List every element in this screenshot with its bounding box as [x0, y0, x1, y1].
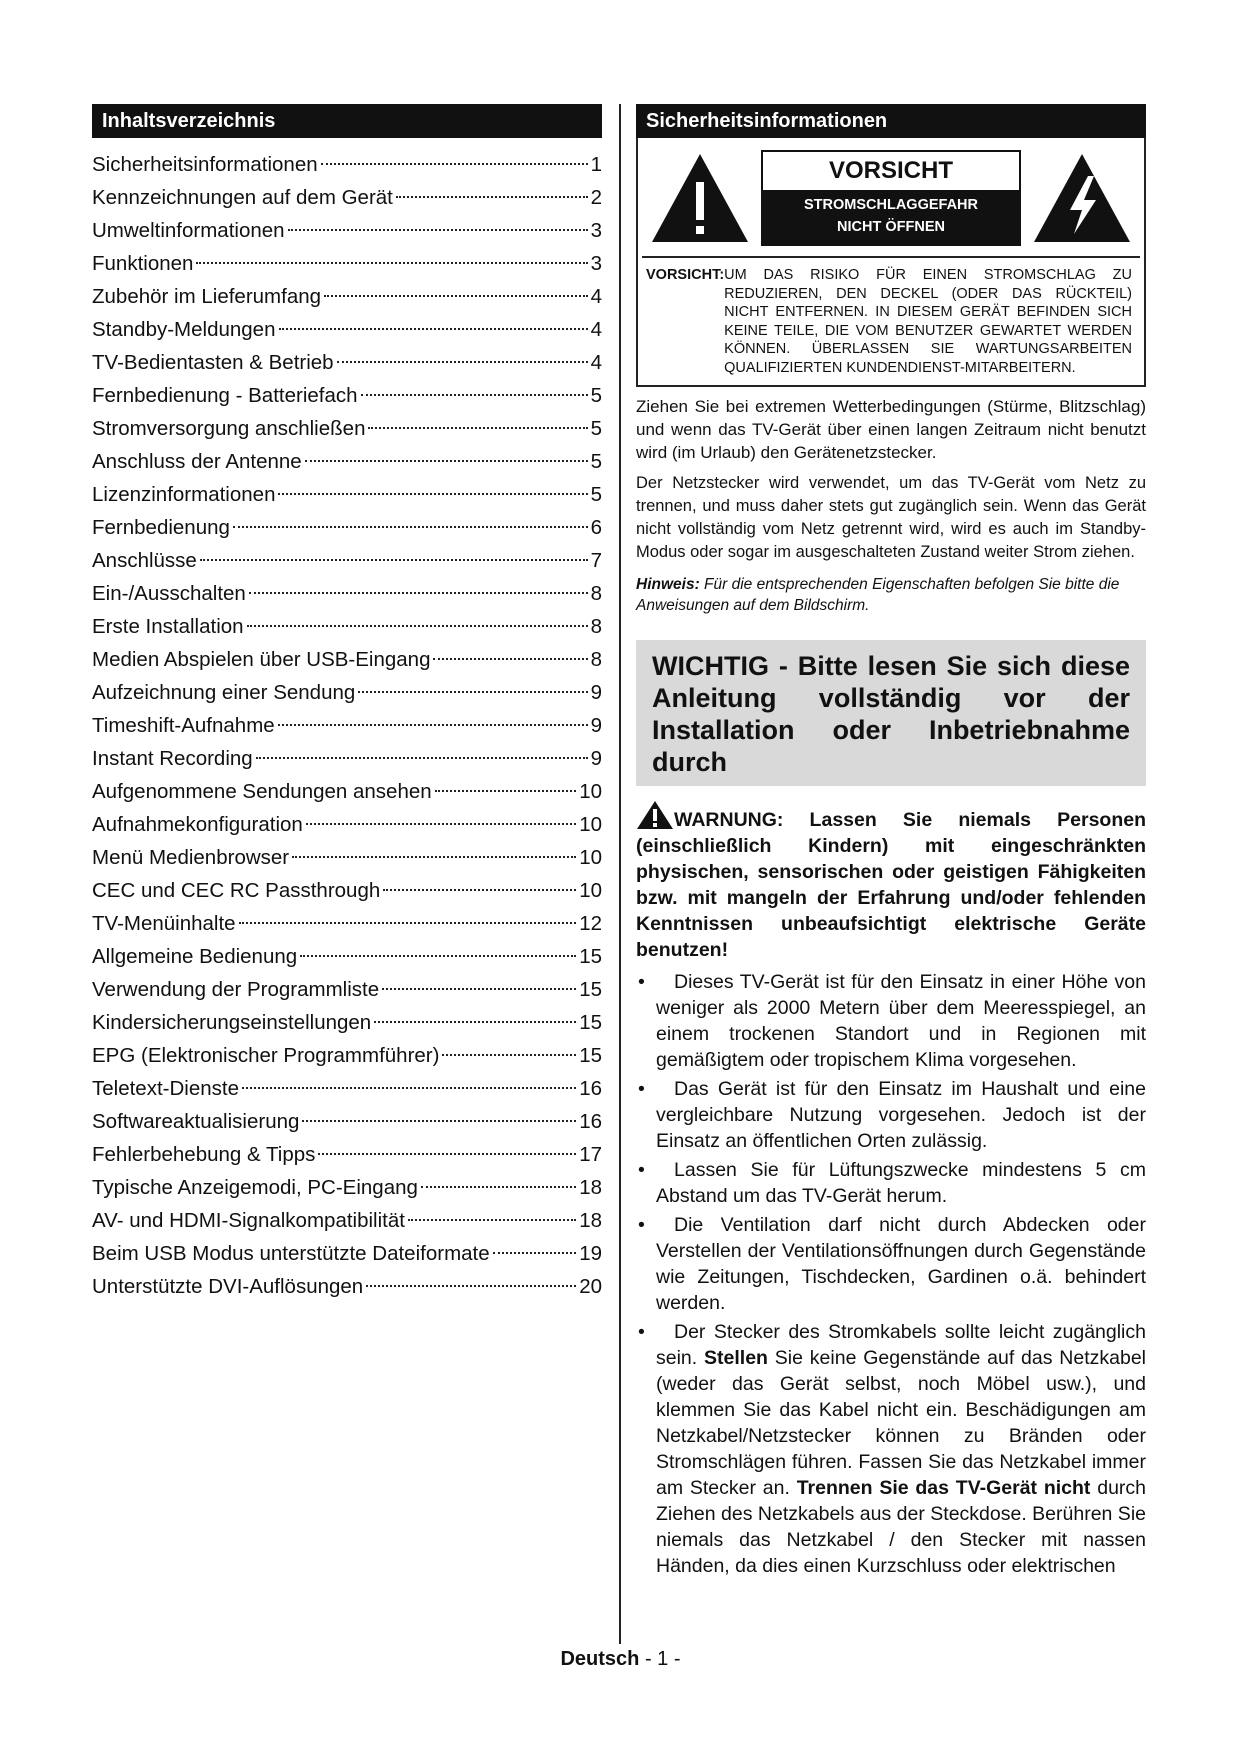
- toc-leader-dots: [302, 1120, 576, 1122]
- bullet-text: Lassen Sie für Lüftungszwecke mindestens 5 cm Abstand um das TV-Gerät herum.: [656, 1159, 1146, 1207]
- bullet-mark: •: [638, 1214, 645, 1236]
- toc-entry-title: Medien Abspielen über USB-Eingang: [92, 648, 431, 671]
- toc-entry-title: Ein-/Ausschalten: [92, 582, 246, 605]
- toc-leader-dots: [279, 328, 588, 330]
- toc-entry-title: Aufzeichnung einer Sendung: [92, 681, 356, 704]
- toc-entry-title: TV-Bedientasten & Betrieb: [92, 351, 334, 374]
- caution-text-body: UM DAS RISIKO FÜR EINEN STROMSCHLAG ZU REDUZIEREN, DEN DECKEL (ODER DAS RÜCKTEIL) NICHT ENTFERNEN. IN DIESEM GERÄT BEFINDEN SICH KEINE TEILE, DIE VOM BENUTZER GEWARTET WERDEN KÖNNEN. ÜBERLASSEN SIE WARTUNGSARBEITEN QUALIFIZIERTEN KUNDENDIENST-MITARBEITERN.: [724, 267, 1132, 376]
- bullet-bold-text: Stellen: [704, 1347, 768, 1369]
- toc-entry-title: Aufgenommene Sendungen ansehen: [92, 780, 432, 803]
- toc-entry-page: 8: [590, 582, 602, 605]
- toc-entry-page: 16: [579, 1110, 602, 1133]
- safety-bullets: [636, 969, 1146, 1579]
- toc-entry[interactable]: [92, 874, 602, 907]
- toc-entry-title: Kennzeichnungen auf dem Gerät: [92, 186, 393, 209]
- toc-entry-page: 15: [579, 1011, 602, 1034]
- toc-entry[interactable]: [92, 1270, 602, 1303]
- toc-entry-title: CEC und CEC RC Passthrough: [92, 879, 381, 902]
- toc-entry-page: 4: [590, 318, 602, 341]
- list-item: [636, 969, 1146, 1073]
- toc-column: [92, 104, 602, 1303]
- column-divider: [619, 104, 621, 1644]
- toc-leader-dots: [382, 988, 576, 990]
- toc-entry[interactable]: [92, 478, 602, 511]
- toc-leader-dots: [306, 823, 576, 825]
- bullet-text: durch Ziehen des Netzkabels aus der Steckdose. Berühren Sie niemals das Netzkabel / den Stecker mit nassen Händen, da dies einen Kurzschluss oder elektrischen: [656, 1477, 1147, 1577]
- warning-text: WARNUNG: Lassen Sie niemals Personen (einschließlich Kindern) mit eingeschränkten physischen, sensorischen oder geistigen Fähigkeiten bzw. mit mangeln der Erfahrung und/oder fehlenden Kenntnissen unbeaufsichtigt elektrische Geräte benutzen!: [636, 809, 1146, 961]
- toc-leader-dots: [358, 691, 587, 693]
- bullet-text: Der Stecker des Stromkabels sollte leicht zugänglich sein.: [656, 1321, 1146, 1369]
- list-item: [636, 1212, 1146, 1316]
- safety-column: [636, 104, 1146, 1579]
- caution-label-panel: [761, 150, 1021, 246]
- exclamation-warning-icon: [648, 150, 752, 246]
- toc-entry-title: Fernbedienung: [92, 516, 230, 539]
- toc-entry-title: Menü Medienbrowser: [92, 846, 290, 869]
- toc-entry[interactable]: [92, 1138, 602, 1171]
- toc-entry[interactable]: [92, 544, 602, 577]
- toc-entry[interactable]: [92, 1006, 602, 1039]
- bullet-mark: •: [638, 1159, 645, 1181]
- toc-entry[interactable]: [92, 907, 602, 940]
- toc-entry-page: 5: [590, 483, 602, 506]
- toc-entry-page: 10: [579, 879, 602, 902]
- footer-language: Deutsch: [560, 1648, 640, 1670]
- toc-leader-dots: [368, 427, 587, 429]
- toc-entry-page: 3: [590, 219, 602, 242]
- toc-leader-dots: [433, 658, 587, 660]
- toc-leader-dots: [242, 1087, 576, 1089]
- caution-title: VORSICHT: [763, 152, 1019, 190]
- toc-entry-title: Teletext-Dienste: [92, 1077, 239, 1100]
- toc-leader-dots: [256, 757, 588, 759]
- toc-leader-dots: [435, 790, 577, 792]
- list-item: [636, 1157, 1146, 1209]
- toc-entry-page: 7: [590, 549, 602, 572]
- toc-entry-title: Sicherheitsinformationen: [92, 153, 318, 176]
- bullet-mark: •: [638, 1078, 645, 1100]
- list-item: [636, 1319, 1146, 1579]
- toc-entry[interactable]: [92, 577, 602, 610]
- toc-leader-dots: [396, 196, 588, 198]
- toc-entry[interactable]: [92, 1072, 602, 1105]
- list-item: [636, 1076, 1146, 1154]
- toc-leader-dots: [337, 361, 588, 363]
- toc-entry-title: Zubehör im Lieferumfang: [92, 285, 322, 308]
- hinweis-label: Hinweis:: [636, 576, 700, 593]
- toc-leader-dots: [421, 1186, 576, 1188]
- bullet-text: Die Ventilation darf nicht durch Abdecken oder Verstellen der Ventilationsöffnungen durch Gegenstände wie Zeitungen, Tischdecken, Gardinen o.ä. behindert werden.: [656, 1214, 1146, 1314]
- toc-entry[interactable]: [92, 379, 602, 412]
- toc-entry-page: 8: [590, 615, 602, 638]
- toc-entry-page: 17: [579, 1143, 602, 1166]
- bullet-text: Dieses TV-Gerät ist für den Einsatz in einer Höhe von weniger als 2000 Metern über dem Meeresspiegel, an einem trockenen Standort und in Regionen mit gemäßigtem oder tropischem Klima vorgesehen.: [656, 971, 1146, 1071]
- toc-entry-title: Fehlerbehebung & Tipps: [92, 1143, 316, 1166]
- toc-entry-page: 10: [579, 846, 602, 869]
- caution-text-block: [638, 258, 1144, 385]
- toc-entry[interactable]: [92, 709, 602, 742]
- toc-entry[interactable]: [92, 247, 602, 280]
- toc-entry-page: 9: [590, 714, 602, 737]
- toc-leader-dots: [324, 295, 588, 297]
- toc-entry-title: Anschlüsse: [92, 549, 197, 572]
- toc-entry-page: 9: [590, 747, 602, 770]
- toc-leader-dots: [247, 625, 588, 627]
- toc-entry-page: 15: [579, 945, 602, 968]
- hinweis-text: Für die entsprechenden Eigenschaften befolgen Sie bitte die Anweisungen auf dem Bildschirm.: [636, 576, 1120, 614]
- toc-entry-title: TV-Menüinhalte: [92, 912, 236, 935]
- toc-entry[interactable]: [92, 1171, 602, 1204]
- bullet-text: Sie keine Gegenstände auf das Netzkabel (weder das Gerät selbst, noch Möbel usw.), und klemmen Sie das Kabel nicht ein. Beschädigungen am Netzkabel/Netzstecker können zu Bränden oder Stromschlägen führen. Fassen Sie das Netzkabel immer am Stecker an.: [656, 1347, 1147, 1499]
- safety-heading: Sicherheitsinformationen: [636, 104, 1146, 138]
- toc-entry[interactable]: [92, 676, 602, 709]
- toc-entry[interactable]: [92, 775, 602, 808]
- toc-entry[interactable]: [92, 841, 602, 874]
- toc-leader-dots: [374, 1021, 576, 1023]
- bullet-bold-text: Trennen Sie das TV-Gerät nicht: [796, 1477, 1091, 1499]
- toc-entry-page: 3: [590, 252, 602, 275]
- toc-entry-page: 4: [590, 351, 602, 374]
- toc-entry[interactable]: [92, 1237, 602, 1270]
- toc-entry-title: Funktionen: [92, 252, 194, 275]
- toc-entry-title: Instant Recording: [92, 747, 253, 770]
- toc-entry[interactable]: [92, 1105, 602, 1138]
- toc-leader-dots: [249, 592, 588, 594]
- toc-entry[interactable]: [92, 214, 602, 247]
- footer-page-number: - 1 -: [644, 1648, 681, 1670]
- toc-leader-dots: [292, 856, 576, 858]
- toc-entry-page: 10: [579, 780, 602, 803]
- toc-entry-title: Aufnahmekonfiguration: [92, 813, 303, 836]
- toc-leader-dots: [305, 460, 588, 462]
- toc-entry-page: 4: [590, 285, 602, 308]
- toc-leader-dots: [408, 1219, 576, 1221]
- toc-leader-dots: [200, 559, 588, 561]
- toc-leader-dots: [196, 262, 587, 264]
- toc-leader-dots: [318, 1153, 576, 1155]
- toc-leader-dots: [361, 394, 588, 396]
- hinweis-note: [636, 574, 1146, 616]
- toc-entry-title: Kindersicherungseinstellungen: [92, 1011, 372, 1034]
- mains-plug-paragraph: Der Netzstecker wird verwendet, um das TV-Gerät vom Netz zu trennen, und muss daher stets gut zugänglich sein. Wenn das Gerät nicht vollständig vom Netz getrennt wird, wird es auch im Standby-Modus oder sogar im ausgeschalteten Zustand weiter Strom ziehen.: [636, 474, 1146, 561]
- toc-entry[interactable]: [92, 742, 602, 775]
- bullet-mark: •: [638, 971, 645, 993]
- toc-entry-title: Allgemeine Bedienung: [92, 945, 298, 968]
- toc-leader-dots: [442, 1054, 576, 1056]
- weather-paragraph: Ziehen Sie bei extremen Wetterbedingungen (Stürme, Blitzschlag) und wenn das TV-Gerät über einen langen Zeitraum nicht benutzt wird (im Urlaub) den Gerätenetzstecker.: [636, 397, 1146, 462]
- toc-entry-page: 5: [590, 384, 602, 407]
- toc-heading: Inhaltsverzeichnis: [92, 104, 602, 138]
- caution-subtitle: STROMSCHLAGGEFAHR NICHT ÖFFNEN: [763, 190, 1019, 244]
- toc-entry-page: 20: [579, 1275, 602, 1298]
- toc-entry[interactable]: [92, 280, 602, 313]
- toc-leader-dots: [233, 526, 588, 528]
- toc-entry-title: Beim USB Modus unterstützte Dateiformate: [92, 1242, 490, 1265]
- toc-entry-title: Stromversorgung anschließen: [92, 417, 366, 440]
- toc-entry-title: Erste Installation: [92, 615, 244, 638]
- toc-entry-page: 1: [590, 153, 602, 176]
- toc-leader-dots: [278, 724, 588, 726]
- toc-entry[interactable]: [92, 412, 602, 445]
- toc-leader-dots: [278, 493, 587, 495]
- toc-entry[interactable]: [92, 1204, 602, 1237]
- toc-entry-title: Softwareaktualisierung: [92, 1110, 300, 1133]
- toc-entry-page: 15: [579, 1044, 602, 1067]
- toc-entry-title: Anschluss der Antenne: [92, 450, 302, 473]
- bullet-text: Das Gerät ist für den Einsatz im Haushalt und eine vergleichbare Nutzung vorgesehen. Jedoch ist der Einsatz an öffentlichen Orten zulässig.: [656, 1078, 1146, 1152]
- toc-entry-title: EPG (Elektronischer Programmführer): [92, 1044, 440, 1067]
- toc-leader-dots: [288, 229, 588, 231]
- toc-entry[interactable]: [92, 346, 602, 379]
- caution-box: [636, 138, 1146, 387]
- toc-entry-title: Lizenzinformationen: [92, 483, 276, 506]
- toc-entry[interactable]: [92, 511, 602, 544]
- toc-entry-page: 9: [590, 681, 602, 704]
- toc-entry[interactable]: [92, 1039, 602, 1072]
- toc-entry[interactable]: [92, 313, 602, 346]
- warning-triangle-icon: [636, 800, 674, 830]
- toc-entry[interactable]: [92, 808, 602, 841]
- toc-entry[interactable]: [92, 940, 602, 973]
- toc-entry-page: 12: [579, 912, 602, 935]
- toc-leader-dots: [300, 955, 576, 957]
- toc-entry-page: 5: [590, 417, 602, 440]
- toc-entry-page: 10: [579, 813, 602, 836]
- toc-entry-page: 8: [590, 648, 602, 671]
- toc-entry-title: Timeshift-Aufnahme: [92, 714, 275, 737]
- toc-entry[interactable]: [92, 148, 602, 181]
- toc-entry[interactable]: [92, 610, 602, 643]
- toc-entry-page: 5: [590, 450, 602, 473]
- toc-entry-page: 16: [579, 1077, 602, 1100]
- toc-leader-dots: [366, 1285, 576, 1287]
- toc-entry-title: Verwendung der Programmliste: [92, 978, 380, 1001]
- toc-entry-page: 6: [590, 516, 602, 539]
- toc-entry-page: 18: [579, 1209, 602, 1232]
- toc-entry-title: Fernbedienung - Batteriefach: [92, 384, 358, 407]
- toc-leader-dots: [321, 163, 588, 165]
- caution-text-label: VORSICHT:: [646, 267, 725, 283]
- toc-entry[interactable]: [92, 973, 602, 1006]
- lightning-warning-icon: [1030, 150, 1134, 246]
- toc-entry-title: Unterstützte DVI-Auflösungen: [92, 1275, 364, 1298]
- toc-entry-title: Standby-Meldungen: [92, 318, 276, 341]
- toc-entry[interactable]: [92, 181, 602, 214]
- page-footer: [0, 1648, 1241, 1671]
- toc-entry-page: 15: [579, 978, 602, 1001]
- toc-entry-page: 19: [579, 1242, 602, 1265]
- toc-entry-page: 18: [579, 1176, 602, 1199]
- toc-list: [92, 148, 602, 1303]
- warning-block: [636, 800, 1146, 963]
- toc-entry-title: AV- und HDMI-Signalkompatibilität: [92, 1209, 405, 1232]
- toc-entry-title: Typische Anzeigemodi, PC-Eingang: [92, 1176, 418, 1199]
- toc-leader-dots: [239, 922, 577, 924]
- toc-leader-dots: [493, 1252, 577, 1254]
- toc-entry-title: Umweltinformationen: [92, 219, 285, 242]
- toc-entry[interactable]: [92, 445, 602, 478]
- important-box: WICHTIG - Bitte lesen Sie sich diese Anleitung vollständig vor der Installation oder Inbetriebnahme durch: [636, 640, 1146, 786]
- bullet-mark: •: [638, 1321, 645, 1343]
- toc-leader-dots: [383, 889, 576, 891]
- toc-entry-page: 2: [590, 186, 602, 209]
- toc-entry[interactable]: [92, 643, 602, 676]
